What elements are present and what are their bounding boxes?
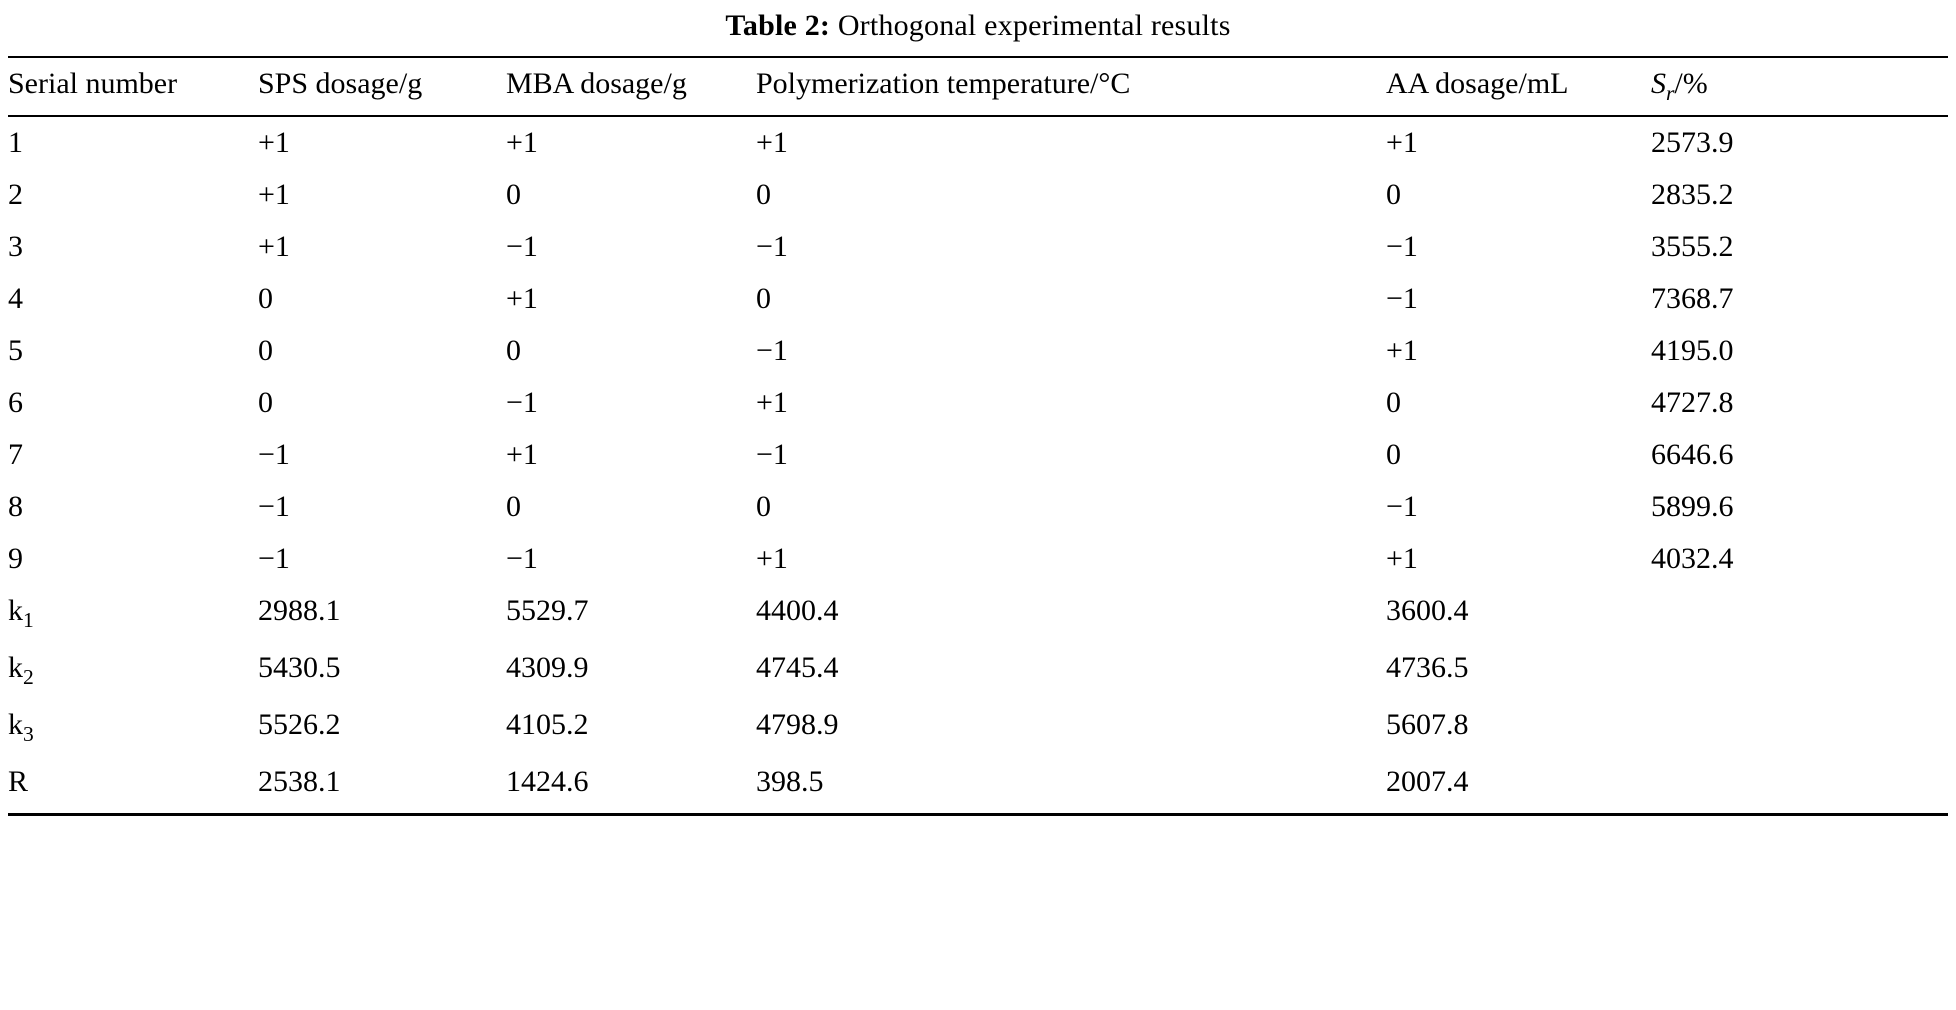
cell-sr: 4727.8 (1651, 386, 1734, 419)
summary-label-subscript: 3 (23, 722, 34, 746)
summary-row (8, 642, 1948, 699)
header-sr-subscript: r (1666, 81, 1675, 105)
cell-aa: +1 (1386, 334, 1418, 367)
cell-sps: 5430.5 (258, 651, 341, 684)
header-sr-symbol: S (1651, 67, 1666, 100)
cell-serial: 3 (8, 230, 23, 263)
table-row (8, 533, 1948, 585)
cell-sr (1651, 699, 1948, 756)
cell-aa: 0 (1386, 438, 1401, 471)
summary-label-text: R (8, 765, 29, 798)
cell-mba: 4309.9 (506, 651, 589, 684)
cell-mba: +1 (506, 126, 538, 159)
cell-mba: +1 (506, 282, 538, 315)
cell-sr: 4032.4 (1651, 542, 1734, 575)
cell-sr (1651, 756, 1948, 815)
cell-mba: −1 (506, 542, 538, 575)
header-sr-unit: /% (1674, 67, 1708, 100)
cell-temp: −1 (756, 438, 788, 471)
orthogonal-results-table (8, 56, 1948, 816)
cell-aa: −1 (1386, 230, 1418, 263)
header-aa-dosage: AA dosage/mL (1386, 67, 1569, 100)
cell-aa: 2007.4 (1386, 765, 1469, 798)
cell-serial: 1 (8, 126, 23, 159)
cell-temp: +1 (756, 542, 788, 575)
cell-mba: −1 (506, 230, 538, 263)
header-sr-percent (1651, 57, 1948, 116)
cell-temp: 398.5 (756, 765, 824, 798)
header-mba-dosage: MBA dosage/g (506, 67, 687, 100)
cell-aa: −1 (1386, 282, 1418, 315)
summary-label-subscript: 1 (23, 608, 34, 632)
header-row (8, 57, 1948, 116)
cell-sps: −1 (258, 438, 290, 471)
table-row (8, 481, 1948, 533)
cell-sr: 2573.9 (1651, 126, 1734, 159)
cell-aa: +1 (1386, 126, 1418, 159)
cell-temp: 4798.9 (756, 708, 839, 741)
cell-sps: +1 (258, 230, 290, 263)
cell-sps: 5526.2 (258, 708, 341, 741)
cell-sr: 3555.2 (1651, 230, 1734, 263)
cell-serial: 2 (8, 178, 23, 211)
table-caption (8, 0, 1948, 56)
cell-temp: 4400.4 (756, 594, 839, 627)
cell-temp: 0 (756, 178, 771, 211)
cell-temp: 0 (756, 490, 771, 523)
cell-mba: 0 (506, 490, 521, 523)
cell-temp: −1 (756, 334, 788, 367)
cell-serial: 5 (8, 334, 23, 367)
summary-row (8, 756, 1948, 815)
header-sps-dosage: SPS dosage/g (258, 67, 423, 100)
cell-serial: 7 (8, 438, 23, 471)
cell-sps: −1 (258, 542, 290, 575)
cell-aa: 5607.8 (1386, 708, 1469, 741)
cell-sr: 2835.2 (1651, 178, 1734, 211)
summary-label-subscript: 2 (23, 665, 34, 689)
cell-temp: 4745.4 (756, 651, 839, 684)
cell-summary-label (8, 699, 258, 756)
cell-sps: 2538.1 (258, 765, 341, 798)
cell-summary-label (8, 756, 258, 815)
cell-temp: +1 (756, 126, 788, 159)
cell-sps: 0 (258, 282, 273, 315)
cell-sps: 0 (258, 386, 273, 419)
cell-sps: −1 (258, 490, 290, 523)
cell-sr: 6646.6 (1651, 438, 1734, 471)
summary-label-text: k (8, 594, 23, 627)
cell-sps: +1 (258, 178, 290, 211)
cell-mba: 0 (506, 334, 521, 367)
cell-temp: −1 (756, 230, 788, 263)
cell-serial: 4 (8, 282, 23, 315)
cell-serial: 9 (8, 542, 23, 575)
cell-mba: +1 (506, 438, 538, 471)
cell-sps: 0 (258, 334, 273, 367)
table-row (8, 325, 1948, 377)
table-body (8, 116, 1948, 815)
cell-mba: 4105.2 (506, 708, 589, 741)
cell-sr: 7368.7 (1651, 282, 1734, 315)
summary-row (8, 585, 1948, 642)
table-row (8, 169, 1948, 221)
table-row (8, 273, 1948, 325)
table-row (8, 429, 1948, 481)
cell-temp: 0 (756, 282, 771, 315)
cell-mba: 1424.6 (506, 765, 589, 798)
cell-sps: +1 (258, 126, 290, 159)
cell-mba: −1 (506, 386, 538, 419)
cell-aa: −1 (1386, 490, 1418, 523)
cell-mba: 5529.7 (506, 594, 589, 627)
summary-label-text: k (8, 651, 23, 684)
cell-temp: +1 (756, 386, 788, 419)
caption-text: Orthogonal experimental results (837, 9, 1231, 42)
header-serial-number: Serial number (8, 67, 178, 100)
table-header (8, 57, 1948, 116)
summary-label-text: k (8, 708, 23, 741)
table-row (8, 116, 1948, 169)
cell-mba: 0 (506, 178, 521, 211)
cell-serial: 6 (8, 386, 23, 419)
cell-aa: 4736.5 (1386, 651, 1469, 684)
cell-aa: 0 (1386, 178, 1401, 211)
cell-aa: +1 (1386, 542, 1418, 575)
cell-sps: 2988.1 (258, 594, 341, 627)
header-polymerization-temperature: Polymerization temperature/°C (756, 67, 1131, 100)
table-row (8, 221, 1948, 273)
table-row (8, 377, 1948, 429)
cell-sr: 4195.0 (1651, 334, 1734, 367)
cell-serial: 8 (8, 490, 23, 523)
cell-aa: 3600.4 (1386, 594, 1469, 627)
summary-row (8, 699, 1948, 756)
caption-label: Table 2: (725, 9, 831, 42)
cell-summary-label (8, 585, 258, 642)
cell-sr (1651, 585, 1948, 642)
cell-aa: 0 (1386, 386, 1401, 419)
cell-sr (1651, 642, 1948, 699)
cell-sr: 5899.6 (1651, 490, 1734, 523)
cell-summary-label (8, 642, 258, 699)
